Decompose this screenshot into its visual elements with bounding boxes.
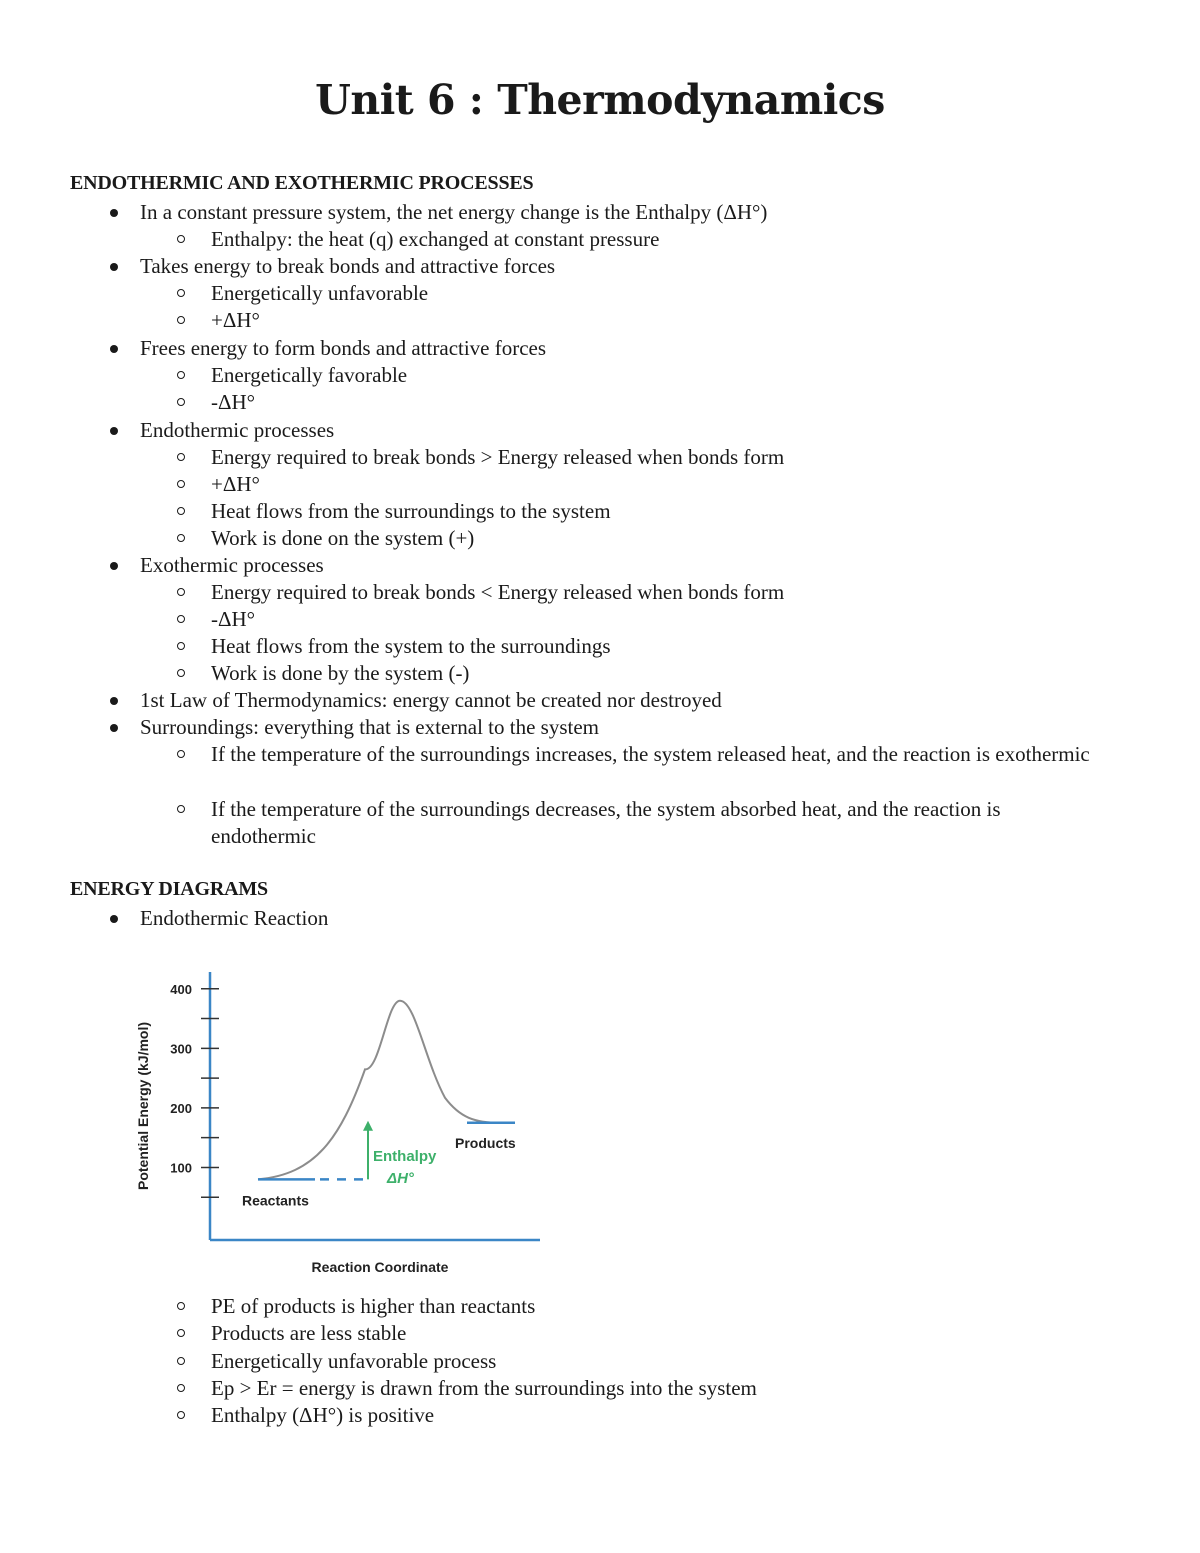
section-heading-processes: ENDOTHERMIC AND EXOTHERMIC PROCESSES <box>70 172 534 194</box>
list-item: Enthalpy (ΔH°) is positive <box>211 1402 434 1429</box>
bullet-icon <box>110 697 118 705</box>
list-item: +ΔH° <box>211 471 260 498</box>
x-axis-label: Reaction Coordinate <box>311 1259 449 1275</box>
circle-bullet-icon <box>177 1411 185 1419</box>
circle-bullet-icon <box>177 289 185 297</box>
list-item: Energetically favorable <box>211 362 407 389</box>
bullet-icon <box>110 427 118 435</box>
y-axis <box>170 972 219 1240</box>
bullet-icon <box>110 562 118 570</box>
bullet-icon <box>110 209 118 217</box>
circle-bullet-icon <box>177 1384 185 1392</box>
list-item: Exothermic processes <box>140 552 324 579</box>
list-item: In a constant pressure system, the net energy change is the Enthalpy (ΔH°) <box>140 199 767 226</box>
list-item: Endothermic processes <box>140 417 334 444</box>
list-item: 1st Law of Thermodynamics: energy cannot be created nor destroyed <box>140 687 722 714</box>
list-item: Work is done by the system (-) <box>211 660 469 687</box>
list-item: Energy required to break bonds > Energy released when bonds form <box>211 444 784 471</box>
circle-bullet-icon <box>177 805 185 813</box>
enthalpy-symbol: ΔH° <box>387 1169 414 1187</box>
list-item: Enthalpy: the heat (q) exchanged at constant pressure <box>211 226 659 253</box>
circle-bullet-icon <box>177 453 185 461</box>
list-item: -ΔH° <box>211 606 255 633</box>
circle-bullet-icon <box>177 316 185 324</box>
reactants-label: Reactants <box>242 1192 309 1209</box>
circle-bullet-icon <box>177 642 185 650</box>
list-item: Frees energy to form bonds and attractive forces <box>140 335 546 362</box>
list-item: Takes energy to break bonds and attractive forces <box>140 253 555 280</box>
list-item: +ΔH° <box>211 307 260 334</box>
enthalpy-arrowhead-icon <box>363 1121 373 1131</box>
circle-bullet-icon <box>177 480 185 488</box>
circle-bullet-icon <box>177 507 185 515</box>
bullet-icon <box>110 263 118 271</box>
circle-bullet-icon <box>177 588 185 596</box>
circle-bullet-icon <box>177 669 185 677</box>
list-item: Endothermic Reaction <box>140 905 328 932</box>
enthalpy-label: Enthalpy <box>373 1147 437 1165</box>
bullet-icon <box>110 724 118 732</box>
list-item: Energetically unfavorable <box>211 280 428 307</box>
circle-bullet-icon <box>177 615 185 623</box>
list-item: Products are less stable <box>211 1320 406 1347</box>
y-tick-label: 200 <box>170 1100 192 1116</box>
circle-bullet-icon <box>177 534 185 542</box>
list-item: If the temperature of the surroundings decreases, the system absorbed heat, and the reaction is endothermic <box>211 796 1101 850</box>
circle-bullet-icon <box>177 750 185 758</box>
list-item: Heat flows from the surroundings to the system <box>211 498 611 525</box>
list-item: -ΔH° <box>211 389 255 416</box>
bullet-icon <box>110 915 118 923</box>
list-item: Surroundings: everything that is external to the system <box>140 714 599 741</box>
circle-bullet-icon <box>177 1329 185 1337</box>
page-title: Unit 6 : Thermodynamics <box>315 76 885 124</box>
list-item: Work is done on the system (+) <box>211 525 474 552</box>
circle-bullet-icon <box>177 1302 185 1310</box>
circle-bullet-icon <box>177 235 185 243</box>
y-tick-label: 300 <box>170 1041 192 1057</box>
list-item: Energetically unfavorable process <box>211 1348 496 1375</box>
list-item: If the temperature of the surroundings increases, the system released heat, and the reaction is exothermic <box>211 741 1101 768</box>
section-heading-energy-diagrams: ENERGY DIAGRAMS <box>70 878 268 900</box>
energy-diagram-chart <box>125 960 565 1285</box>
list-item: Heat flows from the system to the surroundings <box>211 633 611 660</box>
circle-bullet-icon <box>177 371 185 379</box>
y-axis-label: Potential Energy (kJ/mol) <box>135 1021 151 1191</box>
y-tick-label: 400 <box>170 981 192 997</box>
products-label: Products <box>455 1134 516 1151</box>
list-item: Energy required to break bonds < Energy released when bonds form <box>211 579 784 606</box>
bullet-icon <box>110 345 118 353</box>
list-item: Ep > Er = energy is drawn from the surroundings into the system <box>211 1375 757 1402</box>
circle-bullet-icon <box>177 398 185 406</box>
y-tick-label: 100 <box>170 1160 192 1176</box>
list-item: PE of products is higher than reactants <box>211 1293 535 1320</box>
circle-bullet-icon <box>177 1357 185 1365</box>
